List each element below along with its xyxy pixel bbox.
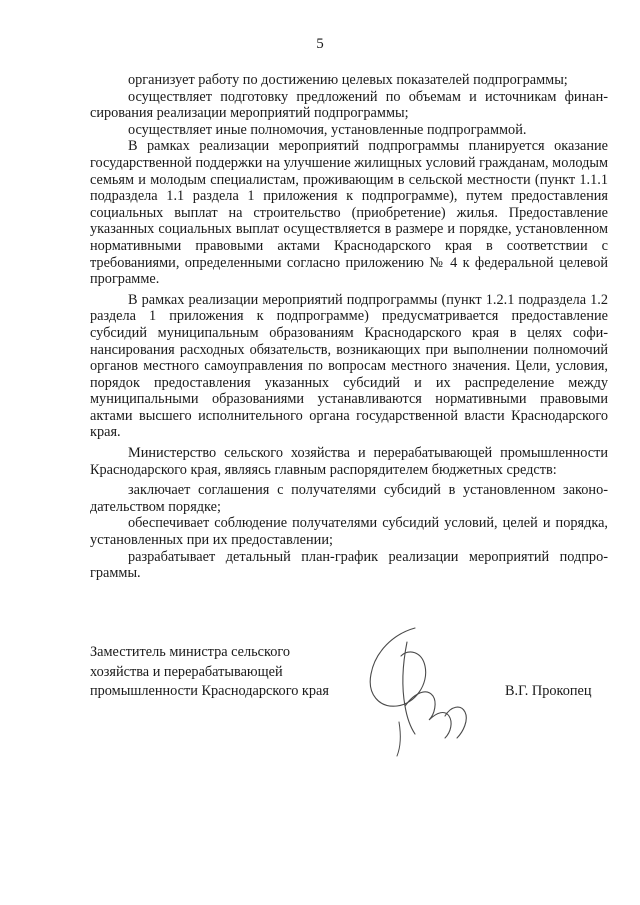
paragraph-target-indicators: организует работу по достижению целевых показателей подпрограммы; [128, 72, 568, 88]
signatory-position [90, 643, 370, 702]
handwritten-signature [345, 622, 495, 762]
paragraph-housing-support: В рамках реализации мероприятий подпрограммы планируется оказание государственной поддержки на улучшение жилищных условий гражданам, молодым семьям и молодым специалистам, проживающим в сельской местности (пункт 1.1.1 подраздела 1.1 раздела 1 приложения к подпрограмме), путем предоставления социальных выплат на строительство (приобретение) жилья. Предоставление указанных социальных выплат осуществляется в размере и порядке, установленном нормативными правовыми актами Краснодарского края в соответствии с требованиями, определенными согласно приложению № 4 к федеральной целевой программе. [90, 138, 608, 288]
document-body [90, 72, 608, 582]
signatory-position-line: Заместитель министра сельского [90, 644, 291, 660]
paragraph-plan-schedule: разрабатывает детальный план-график реализации мероприятий подпрограммы. [90, 548, 608, 582]
paragraph-ministry-role: Министерство сельского хозяйства и перерабатывающей промышленности Краснодарского края, являясь главным распорядителем бюджетных средств: [90, 445, 608, 478]
signatory-position-line: промышленности Краснодарского края [90, 683, 329, 699]
paragraph-other-powers: осуществляет иные полномочия, установленные подпрограммой. [128, 121, 527, 138]
signatory-name: В.Г. Прокопец [505, 683, 592, 699]
paragraph-municipal-subsidies: В рамках реализации мероприятий подпрограммы (пункт 1.2.1 подраздела 1.2 раздела 1 приложения к подпрограмме) предусматривается предоставление субсидий муниципальным образованиям Краснодарского края в целях софинансирования расходных обязательств, возникающих при выполнении полномочий органов местного самоуправления по вопросам местного значения. Цели, условия, порядок предоставления указанных субсидий и их распределение между муниципальными образованиями устанавливаются нормативными правовыми актами высшего исполнительного органа государственной власти Краснодарского края. [90, 291, 608, 441]
paragraph-compliance: обеспечивает соблюдение получателями субсидий условий, целей и порядка, установленных при их предоставлении; [90, 515, 608, 549]
paragraph-agreements: заключает соглашения с получателями субсидий в установленном законодательством порядке; [90, 482, 608, 515]
signatory-position-line: хозяйства и перерабатывающей [90, 663, 283, 680]
page-number: 5 [316, 36, 324, 52]
paragraph-funding-proposals: осуществляет подготовку предложений по объемам и источникам финансирования реализации мероприятий подпрограммы; [90, 88, 608, 122]
